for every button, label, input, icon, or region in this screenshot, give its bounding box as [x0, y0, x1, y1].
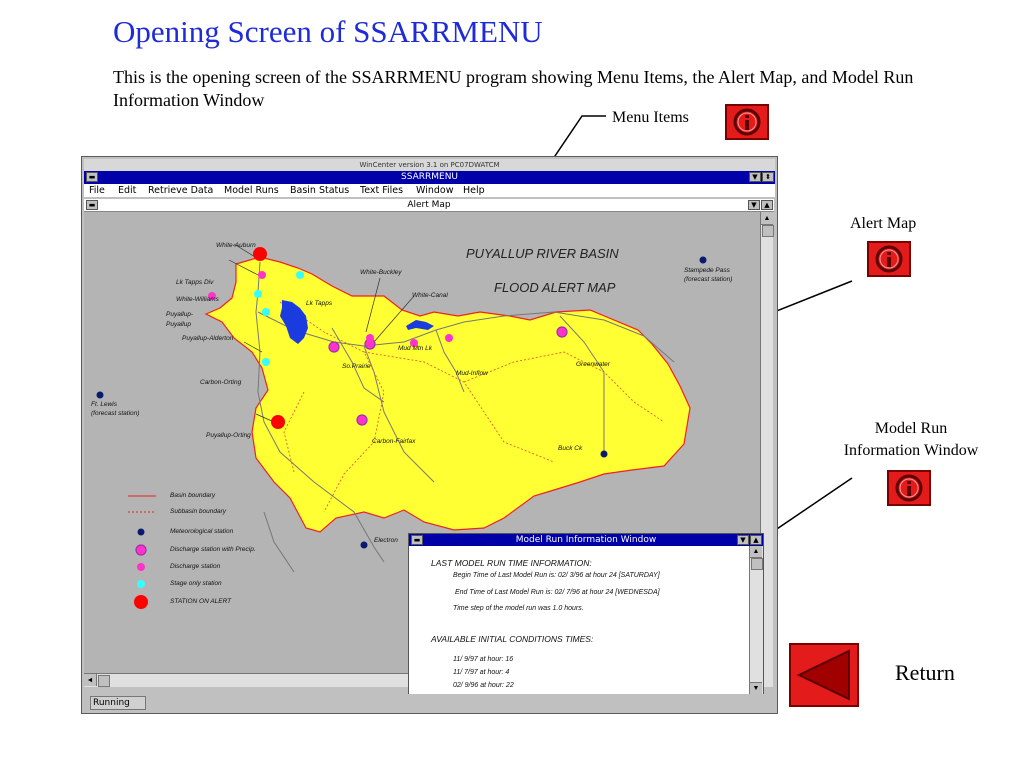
mr-time-row: 11/ 9/97 at hour: 16: [453, 656, 514, 663]
stage-station[interactable]: [262, 358, 270, 366]
legend-station-alert: STATION ON ALERT: [170, 598, 232, 605]
discharge-station[interactable]: [258, 271, 266, 279]
legend-met-station: Meteorological station: [170, 528, 234, 535]
model-run-scrollbar[interactable]: [749, 546, 763, 694]
label-puyallup-puyallup: Puyallup- Puyallup: [166, 311, 194, 328]
wincenter-title-bar: [84, 159, 775, 171]
app-title-bar: [84, 171, 775, 184]
mr-system-menu-icon[interactable]: ▬: [411, 535, 423, 545]
label-carbon-orting: Carbon-Orting: [200, 379, 242, 386]
label-carbon-fairfax: Carbon-Fairfax: [372, 438, 416, 445]
discharge-precip-station[interactable]: [557, 327, 567, 337]
callout-alert-map: Alert Map: [850, 215, 917, 232]
alert-map-title: Alert Map: [407, 200, 451, 210]
menu-edit[interactable]: Edit: [118, 185, 137, 196]
callout-model-run-line1: Model Run: [874, 420, 948, 437]
stage-station[interactable]: [254, 290, 262, 298]
scroll-up-icon[interactable]: ▲: [761, 212, 773, 225]
discharge-station[interactable]: [445, 334, 453, 342]
mr-minimize-icon[interactable]: ▼: [737, 535, 749, 545]
map-maximize-icon[interactable]: ▲: [761, 200, 773, 210]
label-mud-inflow: Mud-Inflow: [456, 370, 488, 377]
mr-scroll-up-icon[interactable]: ▲: [750, 546, 762, 558]
mr-heading-initial: AVAILABLE INITIAL CONDITIONS TIMES:: [431, 634, 594, 644]
wincenter-window: [81, 156, 778, 714]
mr-end-time: End Time of Last Model Run is: 02/ 7/96 at hour 24 [WEDNESDA]: [455, 589, 660, 596]
page-description: This is the opening screen of the SSARRMENU program showing Menu Items, the Alert Map, and Model Run Information Window: [113, 67, 914, 110]
mr-scroll-thumb[interactable]: [751, 558, 763, 570]
map-system-menu-icon[interactable]: ▬: [86, 200, 98, 210]
label-white-canal: White-Canal: [412, 292, 448, 299]
legend-discharge-symbol: [137, 563, 145, 571]
label-buck-ck: Buck Ck: [558, 445, 583, 452]
menu-text-files[interactable]: Text Files: [360, 185, 404, 196]
discharge-station[interactable]: [366, 334, 374, 342]
restore-icon[interactable]: ⬍: [762, 172, 774, 182]
mr-time-row: 02/ 9/96 at hour: 22: [453, 682, 514, 689]
callout-model-run-line2: Information Window: [843, 442, 979, 459]
label-stampede-pass: Stampede Pass (forecast station): [684, 267, 733, 283]
menu-help[interactable]: Help: [463, 185, 485, 196]
status-text: Running: [90, 696, 146, 710]
legend-subbasin-boundary: Subbasin boundary: [170, 508, 227, 515]
label-white-auburn: White-Auburn: [216, 242, 256, 249]
river: [264, 512, 294, 572]
model-run-title: Model Run Information Window: [515, 535, 657, 545]
stage-station[interactable]: [296, 271, 304, 279]
menu-model-runs[interactable]: Model Runs: [224, 185, 279, 196]
label-so-prairie: So.Prairie: [342, 363, 371, 370]
label-puyallup-orting: Puyallup-Orting: [206, 432, 251, 439]
station-alert[interactable]: [271, 415, 285, 429]
basin-boundary: [206, 257, 690, 532]
legend-discharge-precip: Discharge station with Precip.: [170, 546, 256, 553]
label-electron: Electron: [374, 537, 398, 544]
alert-map-title-bar: [84, 199, 774, 212]
stage-station[interactable]: [262, 308, 270, 316]
mr-timestep: Time step of the model run was 1.0 hours.: [453, 605, 584, 612]
menu-window[interactable]: Window: [416, 185, 454, 196]
label-mud-mtn-lk: Mud Mtn Lk: [398, 345, 432, 352]
page-title: Opening Screen of SSARRMENU: [113, 14, 543, 49]
scroll-thumb[interactable]: [762, 225, 774, 237]
met-station[interactable]: [700, 257, 707, 264]
map-heading-1: PUYALLUP RIVER BASIN: [466, 246, 619, 261]
map-minimize-icon[interactable]: ▼: [748, 200, 760, 210]
label-ft-lewis: Ft. Lewis (forecast station): [91, 401, 140, 417]
wincenter-title: WinCenter version 3.1 on PC07DWATCM: [359, 161, 500, 169]
legend-alert-symbol: [134, 595, 148, 609]
label-white-williams: White-Williams: [176, 296, 219, 303]
met-station[interactable]: [601, 451, 608, 458]
legend-basin-boundary: Basin boundary: [170, 492, 216, 499]
callout-menu-items: Menu Items: [612, 109, 689, 126]
mr-maximize-icon[interactable]: ▲: [750, 535, 762, 545]
app-title: SSARRMENU: [400, 172, 459, 182]
menu-retrieve-data[interactable]: Retrieve Data: [148, 185, 214, 196]
model-run-title-bar: [409, 534, 763, 546]
discharge-precip-station[interactable]: [329, 342, 339, 352]
mr-scroll-down-icon[interactable]: ▼: [750, 682, 762, 694]
legend-stage-station: Stage only station: [170, 580, 222, 587]
system-menu-icon[interactable]: ▬: [86, 172, 98, 182]
scroll-left-icon[interactable]: ◄: [84, 674, 97, 686]
menu-basin-status[interactable]: Basin Status: [290, 185, 350, 196]
station-alert[interactable]: [253, 247, 267, 261]
label-lk-tapps: Lk Tapps: [306, 300, 333, 307]
legend-met-symbol: [138, 529, 145, 536]
menu-bar: [84, 184, 775, 197]
legend-stage-symbol: [137, 580, 145, 588]
map-heading-2: FLOOD ALERT MAP: [494, 280, 616, 295]
scroll-thumb[interactable]: [98, 675, 110, 687]
model-run-window: [408, 533, 764, 695]
label-white-buckley: White-Buckley: [360, 269, 402, 276]
legend-discharge-station: Discharge station: [170, 563, 221, 570]
mr-time-row: 11/ 7/97 at hour: 4: [453, 669, 510, 676]
mr-heading-last-run: LAST MODEL RUN TIME INFORMATION:: [431, 558, 592, 568]
label-puyallup-alderton: Puyallup-Alderton: [182, 335, 234, 342]
return-label[interactable]: Return: [895, 660, 955, 685]
discharge-precip-station[interactable]: [357, 415, 367, 425]
label-lk-tapps-div: Lk Tapps Div: [176, 279, 214, 286]
menu-file[interactable]: File: [89, 185, 105, 196]
label-greenwater: Greenwater: [576, 361, 610, 368]
met-station[interactable]: [97, 392, 104, 399]
status-bar: [84, 694, 774, 710]
mr-begin-time: Begin Time of Last Model Run is: 02/ 3/96 at hour 24 [SATURDAY]: [453, 572, 660, 579]
model-run-body: [409, 546, 749, 694]
legend-discharge-precip-symbol: [136, 545, 146, 555]
met-station[interactable]: [361, 542, 368, 549]
minimize-icon[interactable]: ▼: [749, 172, 761, 182]
